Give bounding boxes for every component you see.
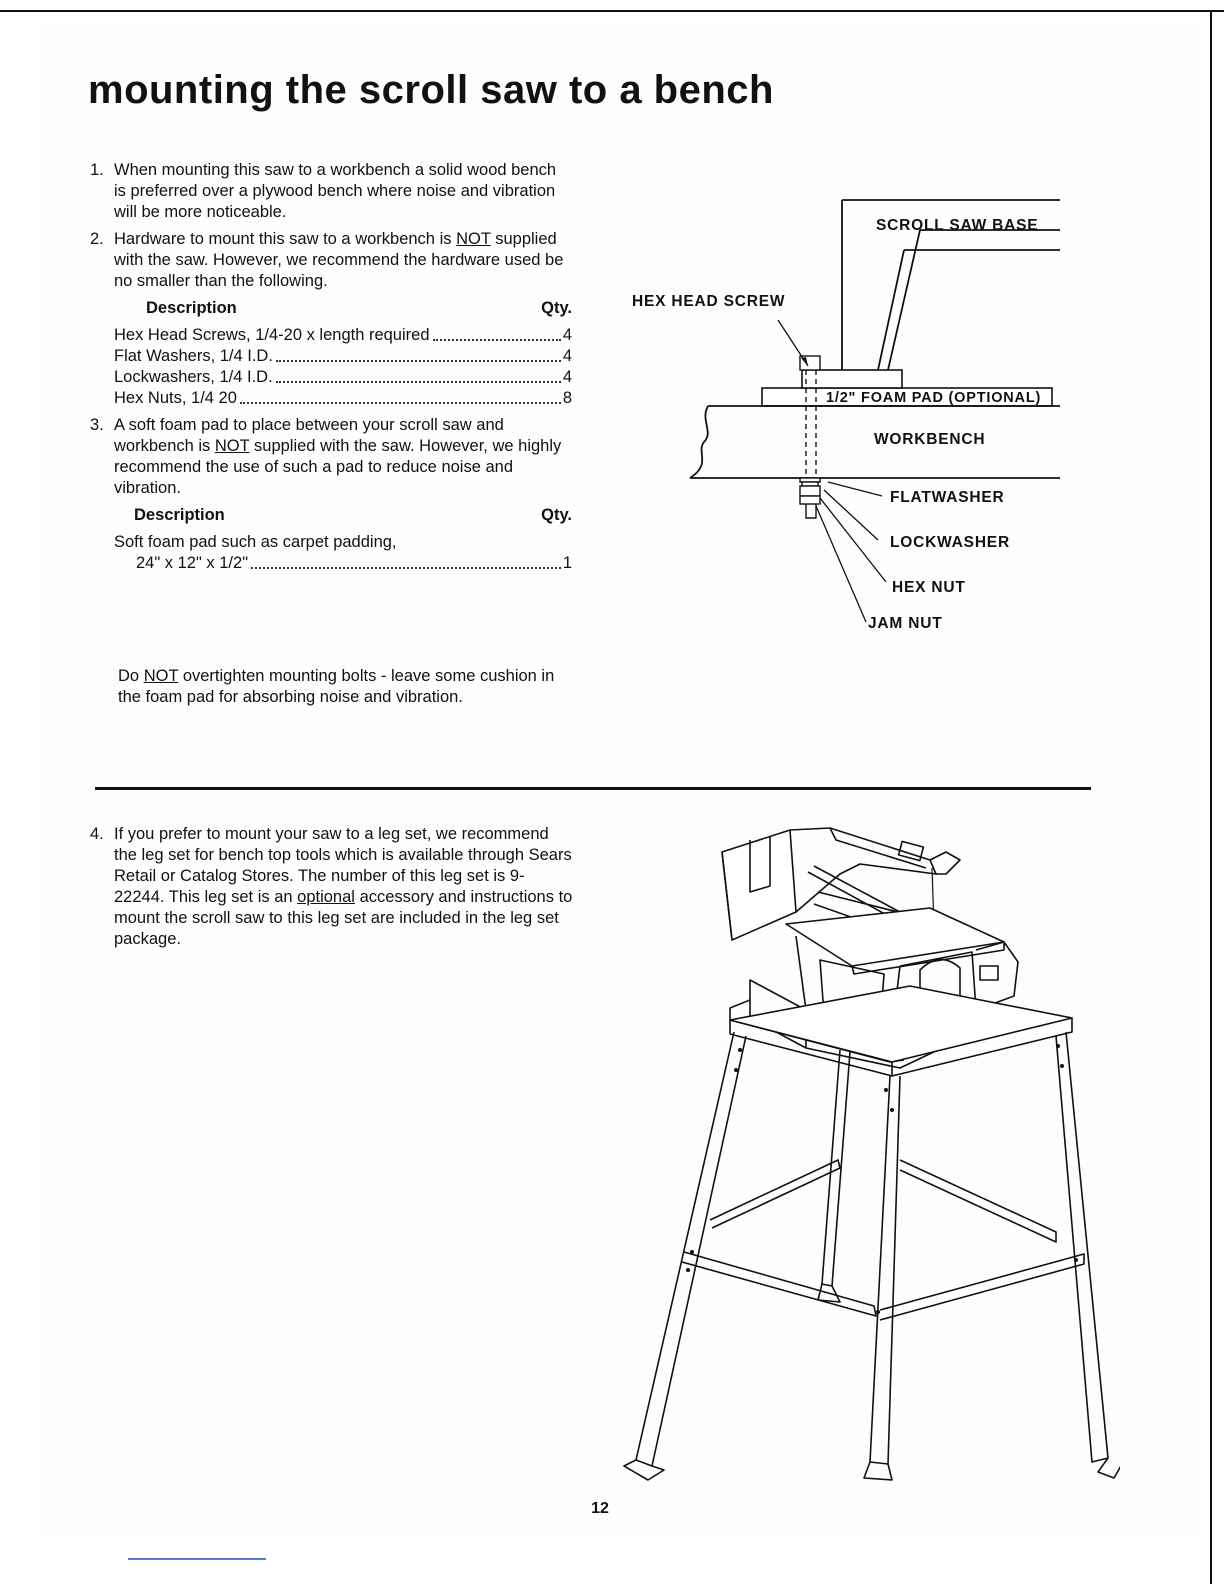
row-description: Hex Nuts, 1/4 20 bbox=[114, 389, 237, 407]
step-text: supplied with the saw. However, we highly recommend the use of such a pad to reduce noise and vibration. bbox=[114, 437, 562, 497]
table-row bbox=[114, 532, 572, 553]
saw-table bbox=[786, 908, 1004, 974]
row-description: Flat Washers, 1/4 I.D. bbox=[114, 347, 273, 365]
label-flatwasher: FLATWASHER bbox=[890, 489, 1005, 506]
step-4 bbox=[90, 824, 574, 950]
step-text: Hardware to mount this saw to a workbench is bbox=[114, 230, 452, 248]
step-number: 3. bbox=[90, 416, 104, 434]
step-1 bbox=[90, 160, 572, 223]
row-description: Lockwashers, 1/4 I.D. bbox=[114, 368, 273, 386]
row-qty: 4 bbox=[562, 326, 572, 344]
table-header bbox=[114, 505, 572, 526]
step-number: 4. bbox=[90, 825, 104, 843]
leader-lines bbox=[778, 320, 886, 622]
saw-base-plate bbox=[802, 370, 902, 388]
stand-bolts bbox=[686, 1044, 1078, 1314]
table-row bbox=[114, 553, 572, 574]
foam-pad-table bbox=[114, 505, 572, 574]
bench-instructions bbox=[90, 160, 572, 580]
step-text: If you prefer to mount your saw to a leg set, we recommend the leg set for bench top tools which is available through Sears Retail or Catalog Stores. The number of this leg set is 9-22244. This leg set is an bbox=[114, 825, 572, 906]
label-foam-pad: 1/2" FOAM PAD (OPTIONAL) bbox=[826, 390, 1042, 406]
step-text: accessory and instructions to mount the scroll saw to this leg set are included in the leg set package. bbox=[114, 888, 573, 948]
header-description: Description bbox=[146, 299, 237, 317]
label-hex-nut: HEX NUT bbox=[892, 579, 966, 596]
header-qty: Qty. bbox=[541, 299, 572, 317]
header-description: Description bbox=[134, 506, 225, 524]
page-number: 12 bbox=[591, 1500, 609, 1517]
row-qty: 4 bbox=[562, 368, 572, 386]
step-number: 2. bbox=[90, 230, 104, 248]
emphasis-not: NOT bbox=[143, 667, 179, 685]
step-number: 1. bbox=[90, 161, 104, 179]
step-3 bbox=[90, 415, 572, 499]
step-text: supplied with the saw. However, we recommend the hardware used be no smaller than the following. bbox=[114, 230, 564, 290]
label-hex-head-screw: HEX HEAD SCREW bbox=[632, 293, 786, 310]
label-lockwasher: LOCKWASHER bbox=[890, 534, 1010, 551]
row-qty: 1 bbox=[562, 554, 572, 572]
step-2 bbox=[90, 229, 572, 292]
page-frame-top bbox=[0, 10, 1224, 12]
label-workbench: WORKBENCH bbox=[874, 431, 986, 448]
table-row bbox=[114, 346, 572, 367]
stand-braces bbox=[682, 1160, 1084, 1320]
row-qty: 4 bbox=[562, 347, 572, 365]
table-header bbox=[114, 298, 572, 319]
caution-note bbox=[118, 666, 572, 708]
emphasis-optional: optional bbox=[297, 888, 355, 906]
step-text: A soft foam pad to place between your scroll saw and workbench is bbox=[114, 416, 504, 455]
label-scroll-saw-base: SCROLL SAW BASE bbox=[876, 217, 1039, 234]
emphasis-not: NOT bbox=[456, 230, 491, 248]
table-row bbox=[114, 367, 572, 388]
header-qty: Qty. bbox=[541, 506, 572, 524]
page-frame-right bbox=[1210, 10, 1212, 1584]
row-description: 24" x 12" x 1/2" bbox=[136, 554, 249, 572]
row-description: Soft foam pad such as carpet padding, bbox=[114, 533, 397, 551]
hardware-table bbox=[114, 298, 572, 409]
row-description: Hex Head Screws, 1/4-20 x length required bbox=[114, 326, 430, 344]
label-jam-nut: JAM NUT bbox=[868, 615, 943, 632]
leg-set-instructions bbox=[90, 824, 574, 956]
row-qty: 8 bbox=[562, 389, 572, 407]
emphasis-not: NOT bbox=[214, 437, 250, 455]
table-row bbox=[114, 388, 572, 409]
note-text: overtighten mounting bolts - leave some cushion in the foam pad for absorbing noise and vibration. bbox=[118, 667, 555, 706]
stand-top bbox=[730, 986, 1072, 1076]
note-text: Do bbox=[118, 667, 140, 685]
footer-rule bbox=[128, 1558, 266, 1560]
step-text: When mounting this saw to a workbench a solid wood bench is preferred over a plywood bench where noise and vibration will be more noticeable. bbox=[114, 161, 557, 221]
section-divider bbox=[95, 787, 1091, 790]
mounting-diagram bbox=[620, 180, 1100, 650]
table-row bbox=[114, 325, 572, 346]
page-title: mounting the scroll saw to a bench bbox=[88, 68, 774, 112]
scroll-saw-on-leg-stand-illustration bbox=[600, 800, 1120, 1490]
